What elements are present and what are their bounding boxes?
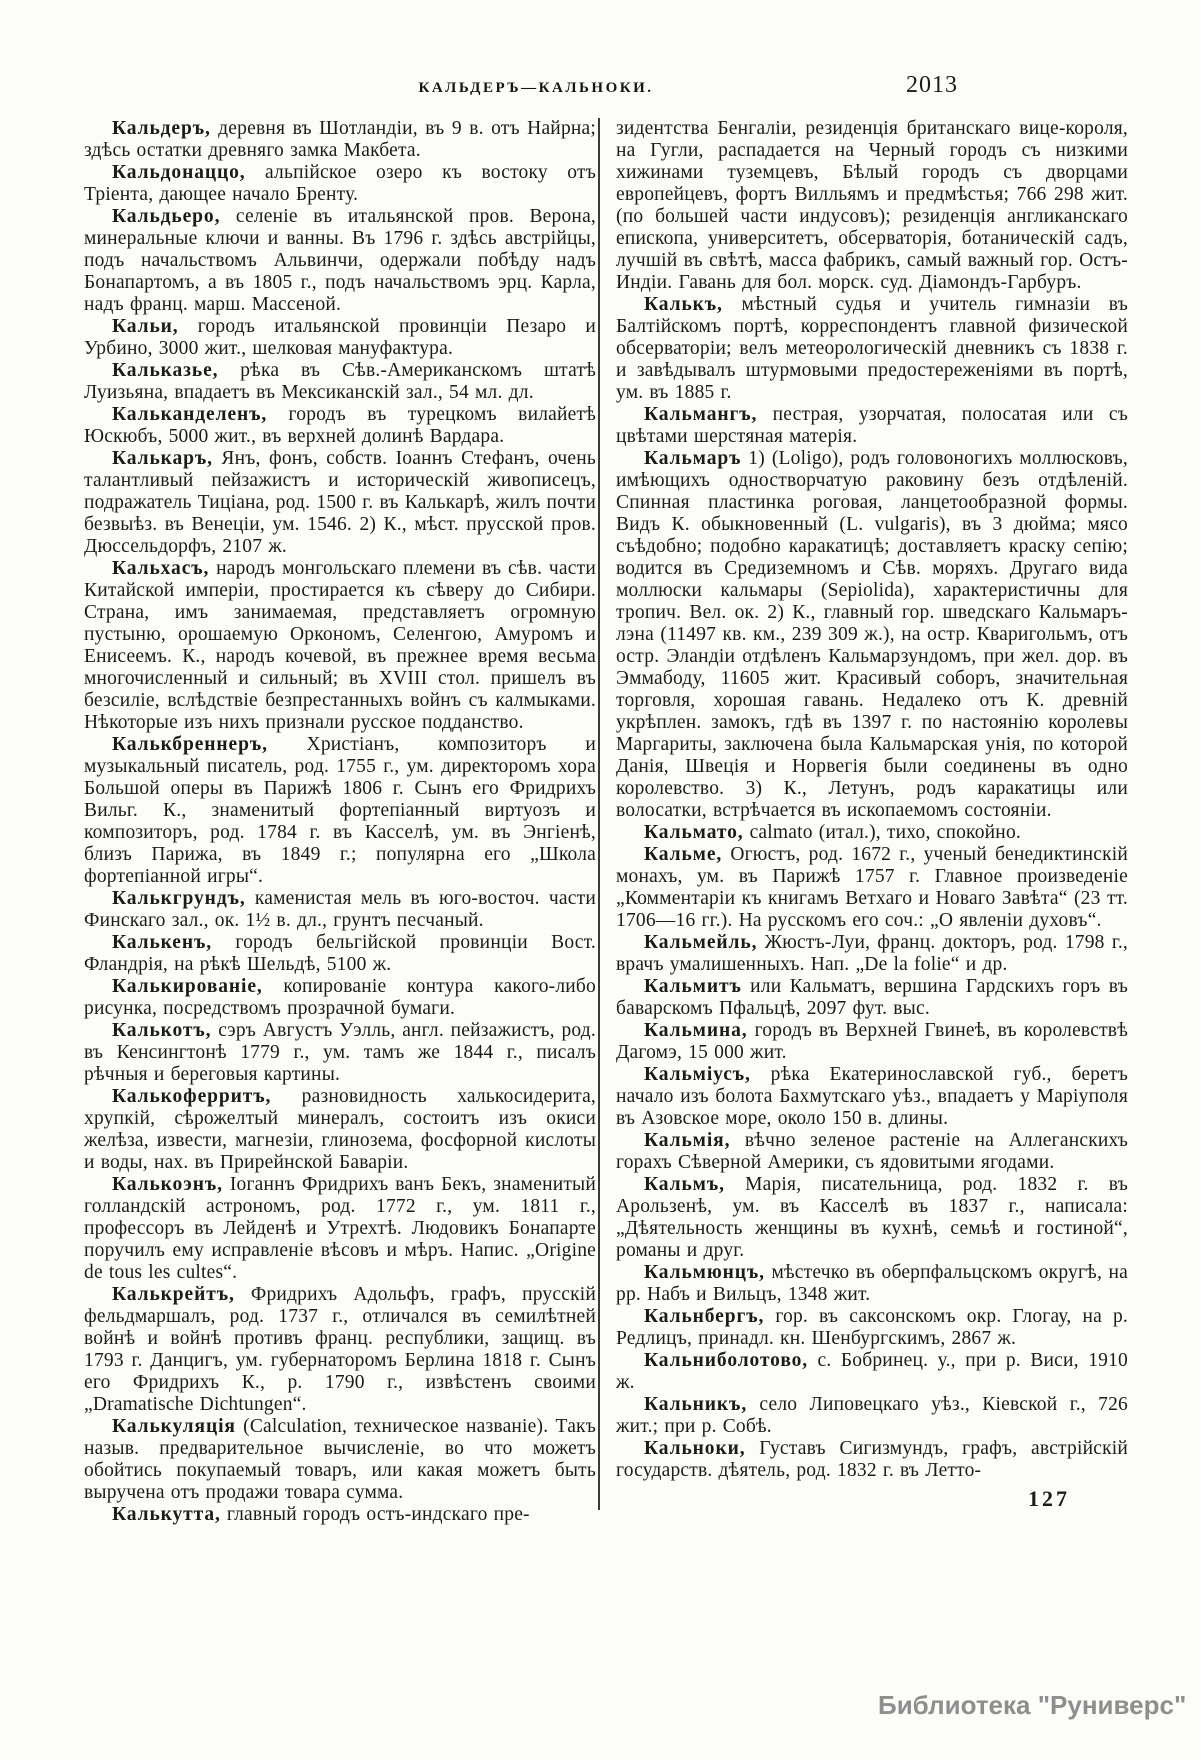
entry-headword: Кальме, <box>644 844 723 865</box>
encyclopedia-entry <box>616 1130 1128 1174</box>
encyclopedia-entry <box>84 118 596 162</box>
entry-text: альпійское озеро къ востоку отъ Тріента, дающее начало Бренту. <box>84 162 596 205</box>
encyclopedia-entry <box>84 316 596 360</box>
entry-headword: Кальмаръ <box>644 448 742 469</box>
encyclopedia-entry <box>616 1064 1128 1130</box>
right-column <box>616 118 1128 1510</box>
text-columns <box>84 118 1129 1525</box>
entry-text: зидентства Бенгаліи, резиденція британскаго вице-короля, на Гугли, распадается на Черный городъ съ низкими хижинами туземцевъ, Бѣлый городъ съ дворцами европейцевъ, фортъ Вилльямъ и предмѣстья; 766 298 жит. (по большей части индусовъ); резиденція англиканскаго епископа, университетъ, обсерваторія, ботаническій садъ, лучшій въ свѣтѣ, масса фабрикъ, самый важный гор. Остъ-Индіи. Гавань для бол. морск. суд. Діамондъ-Гарбуръ. <box>616 118 1128 293</box>
entry-headword: Кальдонаццо, <box>112 162 246 183</box>
entry-text: рѣка въ Сѣв.-Американскомъ штатѣ Луизьяна, впадаетъ въ Мексиканскій зал., 54 мл. дл. <box>84 360 596 403</box>
encyclopedia-entry <box>84 448 596 558</box>
entry-headword: Калькрейтъ, <box>112 1284 235 1305</box>
entry-headword: Калькгрундъ, <box>112 888 246 909</box>
entry-text: селеніе въ итальянской пров. Верона, минеральные ключи и ванны. Въ 1796 г. здѣсь австрійцы, подъ начальствомъ Альвинчи, одержали побѣду надъ Бонапартомъ, а въ 1805 г., подъ начальствомъ эрц. Карла, надъ франц. марш. Массеной. <box>84 206 597 315</box>
entry-text: Огюстъ, род. 1672 г., ученый бенедиктинскій монахъ, ум. въ Парижѣ 1757 г. Главное произведеніе „Комментаріи къ книгамъ Ветхаго и Новаго Завѣта“ (23 тт. 1706—16 гг.). На русскомъ его соч.: „О явленіи духовъ“. <box>616 844 1129 931</box>
entry-text: гор. въ саксонскомъ окр. Глогау, на р. Редлицъ, принадл. кн. Шенбургскимъ, 2867 ж. <box>616 1306 1128 1349</box>
entry-text: сэръ Августъ Уэлль, англ. пейзажистъ, род. въ Кенсингтонѣ 1779 г., ум. тамъ же 1844 г., писалъ рѣчныя и береговыя картины. <box>84 1020 597 1085</box>
entry-headword: Калькенъ, <box>112 932 213 953</box>
entry-text: мѣстечко въ оберпфальцскомъ округѣ, на рр. Набъ и Вильцъ, 1348 жит. <box>616 1262 1128 1305</box>
entry-headword: Кальмъ, <box>644 1174 725 1195</box>
entry-text: Іоганнъ Фридрихъ ванъ Бекъ, знаменитый голландскій астрономъ, род. 1772 г., ум. 1811 г., профессоръ въ Лейденѣ и Утрехтѣ. Людовикъ Бонапарте поручилъ ему исправленіе вѣсовъ и мѣръ. Напис. „Origine de tous les cultes“. <box>84 1174 596 1283</box>
entry-headword: Кальміусъ, <box>644 1064 751 1085</box>
entry-headword: Кальмитъ <box>644 976 742 997</box>
library-watermark: Библиотека "Руниверс" <box>878 1690 1187 1720</box>
folio-number: 127 <box>1028 1486 1070 1511</box>
entry-text: городъ въ турецкомъ вилайетѣ Юскюбъ, 5000 жит., въ верхней долинѣ Вардара. <box>84 404 596 447</box>
entry-text: с. Бобринец. у., при р. Виси, 1910 ж. <box>616 1350 1128 1393</box>
encyclopedia-entry <box>616 976 1128 1020</box>
running-head-title: КАЛЬДЕРЪ—КАЛЬНОКИ. <box>418 80 654 96</box>
entry-text: Янъ, фонъ, собств. Іоаннъ Стефанъ, очень талантливый пейзажистъ и историческій живописецъ, подражатель Тиціана, род. 1500 г. въ Калькарѣ, жилъ почти безвыѣз. въ Венеціи, ум. 1546. 2) К., мѣст. прусской пров. Дюссельдорфъ, 2107 ж. <box>84 448 596 557</box>
entry-text: (Calculation, техническое названіе). Такъ назыв. предварительное вычисленіе, во что можетъ обойтись покупаемый товаръ, или какая можетъ быть выручена отъ продажи товара сумма. <box>84 1416 597 1503</box>
entry-continuation <box>616 118 1128 294</box>
encyclopedia-entry <box>616 1438 1128 1482</box>
entry-text: разновидность халькосидерита, хрупкій, сѣрожелтый минералъ, состоитъ изъ окиси желѣза, извести, магнезіи, глинозема, фосфорной кислоты и воды, нах. въ Прирейнской Баваріи. <box>84 1086 596 1173</box>
encyclopedia-entry <box>616 932 1128 976</box>
entry-headword: Кальказье, <box>112 360 219 381</box>
encyclopedia-entry <box>84 360 596 404</box>
entry-text: Марія, писательница, род. 1832 г. въ Арользенѣ, ум. въ Касселѣ въ 1837 г., написала: „Дѣятельность женщины въ кухнѣ, семьѣ и гостиной“, романы и друг. <box>616 1174 1128 1261</box>
encyclopedia-entry <box>616 1020 1128 1064</box>
entry-headword: Кальмина, <box>644 1020 748 1041</box>
encyclopedia-entry <box>84 1416 596 1504</box>
entry-headword: Кальи, <box>112 316 179 337</box>
entry-headword: Кальмія, <box>644 1130 731 1151</box>
entry-text: городъ бельгійской провинціи Вост. Фландрія, на рѣкѣ Шельдѣ, 5100 ж. <box>84 932 596 975</box>
entry-text: деревня въ Шотландіи, въ 9 в. отъ Найрна; здѣсь остатки древняго замка Макбета. <box>84 118 597 161</box>
encyclopedia-entry <box>84 976 596 1020</box>
entry-text: село Липовецкаго уѣз., Кіевской г., 726 жит.; при р. Собѣ. <box>616 1394 1128 1437</box>
entry-headword: Калькъ, <box>644 294 723 315</box>
encyclopedia-entry <box>616 1262 1128 1306</box>
entry-headword: Калькоэнъ, <box>112 1174 223 1195</box>
encyclopedia-entry <box>616 1350 1128 1394</box>
entry-text: calmato (итал.), тихо, спокойно. <box>749 822 1021 843</box>
entry-headword: Кальмангъ, <box>644 404 758 425</box>
entry-text: городъ итальянской провинціи Пезаро и Урбино, 3000 жит., шелковая мануфактура. <box>84 316 596 359</box>
entry-text: пестрая, узорчатая, полосатая или съ цвѣтами шерстяная матерія. <box>616 404 1128 447</box>
encyclopedia-entry <box>84 734 596 888</box>
entry-text: Фридрихъ Адольфъ, графъ, прусскій фельдмаршалъ, род. 1737 г., отличался въ семилѣтней войнѣ и войнѣ противъ франц. республики, защищ. въ 1793 г. Данцигъ, ум. губернаторомъ Берлина 1818 г. Сынъ его Фридрихъ К., р. 1790 г., извѣстенъ своими „Dramatische Dichtungen“. <box>84 1284 596 1415</box>
encyclopedia-entry <box>84 558 596 734</box>
encyclopedia-entry <box>616 404 1128 448</box>
entry-headword: Кальдьеро, <box>112 206 221 227</box>
page-number: 2013 <box>906 72 958 98</box>
entry-text: 1) (Loligo), родъ головоногихъ моллюсковъ, имѣющихъ одностворчатую раковину безъ отдѣленій. Спинная пластинка роговая, ланцетообразной формы. Видъ К. обыкновенный (L. vulgaris), въ 3 дюйма; мясо съѣдобно; подобно каракатицѣ; доставляетъ краску сепію; водится въ Средиземномъ и Сѣв. моряхъ. Другаго вида моллюски кальмары (Sepiolida), характеристичны для тропич. Вел. ок. 2) К., главный гор. шведскаго Кальмаръ-лэна (11497 кв. км., 239 309 ж.), на остр. Кваригольмъ, отъ остр. Эландіи отдѣленъ Кальмарзундомъ, при жел. дор. въ Эммабоду, 11605 жит. Красивый соборъ, значительная торговля, хорошая гавань. Недалеко отъ К. древній укрѣплен. замокъ, гдѣ въ 1397 г. по настоянію королевы Маргариты, заключена была Кальмарская унія, по которой Данія, Швеція и Норвегія были соединены въ одно королевство. 3) К., Летунъ, родъ каракатицы или волосатки, встрѣчается въ ископаемомъ состояніи. <box>616 448 1128 821</box>
encyclopedia-entry <box>616 822 1128 844</box>
entry-headword: Калькбреннеръ, <box>112 734 268 755</box>
entry-text: рѣка Екатеринославской губ., беретъ начало изъ болота Бахмутскаго уѣз., впадаетъ у Маріуполя въ Азовское море, около 150 в. длины. <box>616 1064 1129 1129</box>
entry-text: или Кальматъ, вершина Гардскихъ горъ въ баварскомъ Пфальцѣ, 2097 фут. выс. <box>616 976 1128 1019</box>
entry-headword: Кальмейль, <box>644 932 758 953</box>
column-divider-rule <box>598 118 600 1510</box>
entry-headword: Кальниболотово, <box>644 1350 809 1371</box>
encyclopedia-entry <box>616 1306 1128 1350</box>
entry-text: каменистая мель въ юго-восточ. части Финскаго зал., ок. 1½ в. дл., грунтъ песчаный. <box>84 888 596 931</box>
entry-text: копированіе контура какого-либо рисунка, посредствомъ прозрачной бумаги. <box>84 976 597 1019</box>
entry-headword: Кальдеръ, <box>112 118 211 139</box>
encyclopedia-entry <box>84 1020 596 1086</box>
entry-text: главный городъ остъ-индскаго пре- <box>226 1504 530 1525</box>
encyclopedia-entry <box>84 404 596 448</box>
entry-text: мѣстный судья и учитель гимназіи въ Балтійскомъ портѣ, корреспондентъ главной физической обсерваторіи; велъ метеорологическій дневникъ съ 1838 г. и завѣдывалъ штурмовыми предостереженіями въ портѣ, ум. въ 1885 г. <box>616 294 1128 403</box>
entry-headword: Калькутта, <box>112 1504 221 1525</box>
entry-text: Жюстъ-Луи, франц. докторъ, род. 1798 г., врачъ умалишенныхъ. Нап. „De la folie“ и др. <box>616 932 1128 975</box>
entry-headword: Кальхасъ, <box>112 558 210 579</box>
encyclopedia-entry <box>84 206 596 316</box>
encyclopedia-entry <box>84 1504 596 1526</box>
entry-headword: Калькуляція <box>112 1416 236 1437</box>
entry-headword: Кальноки, <box>644 1438 746 1459</box>
entry-headword: Кальнбергъ, <box>644 1306 765 1327</box>
encyclopedia-entry <box>84 162 596 206</box>
entry-headword: Кальникъ, <box>644 1394 748 1415</box>
entry-text: Христіанъ, композиторъ и музыкальный писатель, род. 1755 г., ум. директоромъ хора Большой оперы въ Парижѣ 1806 г. Сынъ его Фридрихъ Вильг. К., знаменитый фортепіанный виртуозъ и композиторъ, род. 1784 г. въ Касселѣ, ум. въ Энгіенѣ, близъ Парижа, въ 1849 г.; популярна его „Школа фортепіанной игры“. <box>84 734 596 887</box>
entry-headword: Калькоферритъ, <box>112 1086 272 1107</box>
encyclopedia-entry <box>84 888 596 932</box>
entry-text: Густавъ Сигизмундъ, графъ, австрійскій государств. дѣятель, род. 1832 г. въ Летто- <box>616 1438 1129 1481</box>
entry-headword: Кальмюнцъ, <box>644 1262 765 1283</box>
entry-headword: Калькированіе, <box>112 976 263 997</box>
encyclopedia-entry <box>616 448 1128 822</box>
encyclopedia-entry <box>616 844 1128 932</box>
entry-headword: Кальмато, <box>644 822 744 843</box>
encyclopedia-entry <box>84 1284 596 1416</box>
entry-text: народъ монгольскаго племени въ сѣв. части Китайской имперіи, простирается къ сѣверу до Сибири. Страна, имъ занимаемая, представляетъ огромную пустыню, орошаемую Оркономъ, Селенгою, Амуромъ и Енисеемъ. К., народъ кочевой, въ прежнее время весьма многочисленный и сильный; въ XVIII стол. пришелъ въ безсиліе, вслѣдствіе безпрестанныхъ войнъ съ калмыками. Нѣкоторые изъ нихъ признали русское подданство. <box>84 558 596 733</box>
entry-headword: Калькаръ, <box>112 448 213 469</box>
encyclopedia-entry <box>616 1394 1128 1438</box>
entry-text: городъ въ Верхней Гвинеѣ, въ королевствѣ Дагомэ, 15 000 жит. <box>616 1020 1128 1063</box>
encyclopedia-entry <box>84 1174 596 1284</box>
encyclopedia-entry <box>84 932 596 976</box>
encyclopedia-entry <box>616 1174 1128 1262</box>
entry-headword: Калькотъ, <box>112 1020 212 1041</box>
encyclopedia-entry <box>84 1086 596 1174</box>
left-column <box>84 118 597 1525</box>
encyclopedia-entry <box>616 294 1128 404</box>
entry-headword: Кальканделенъ, <box>112 404 268 425</box>
entry-text: вѣчно зеленое растеніе на Аллеганскихъ горахъ Сѣверной Америки, съ ядовитыми ягодами. <box>616 1130 1128 1173</box>
